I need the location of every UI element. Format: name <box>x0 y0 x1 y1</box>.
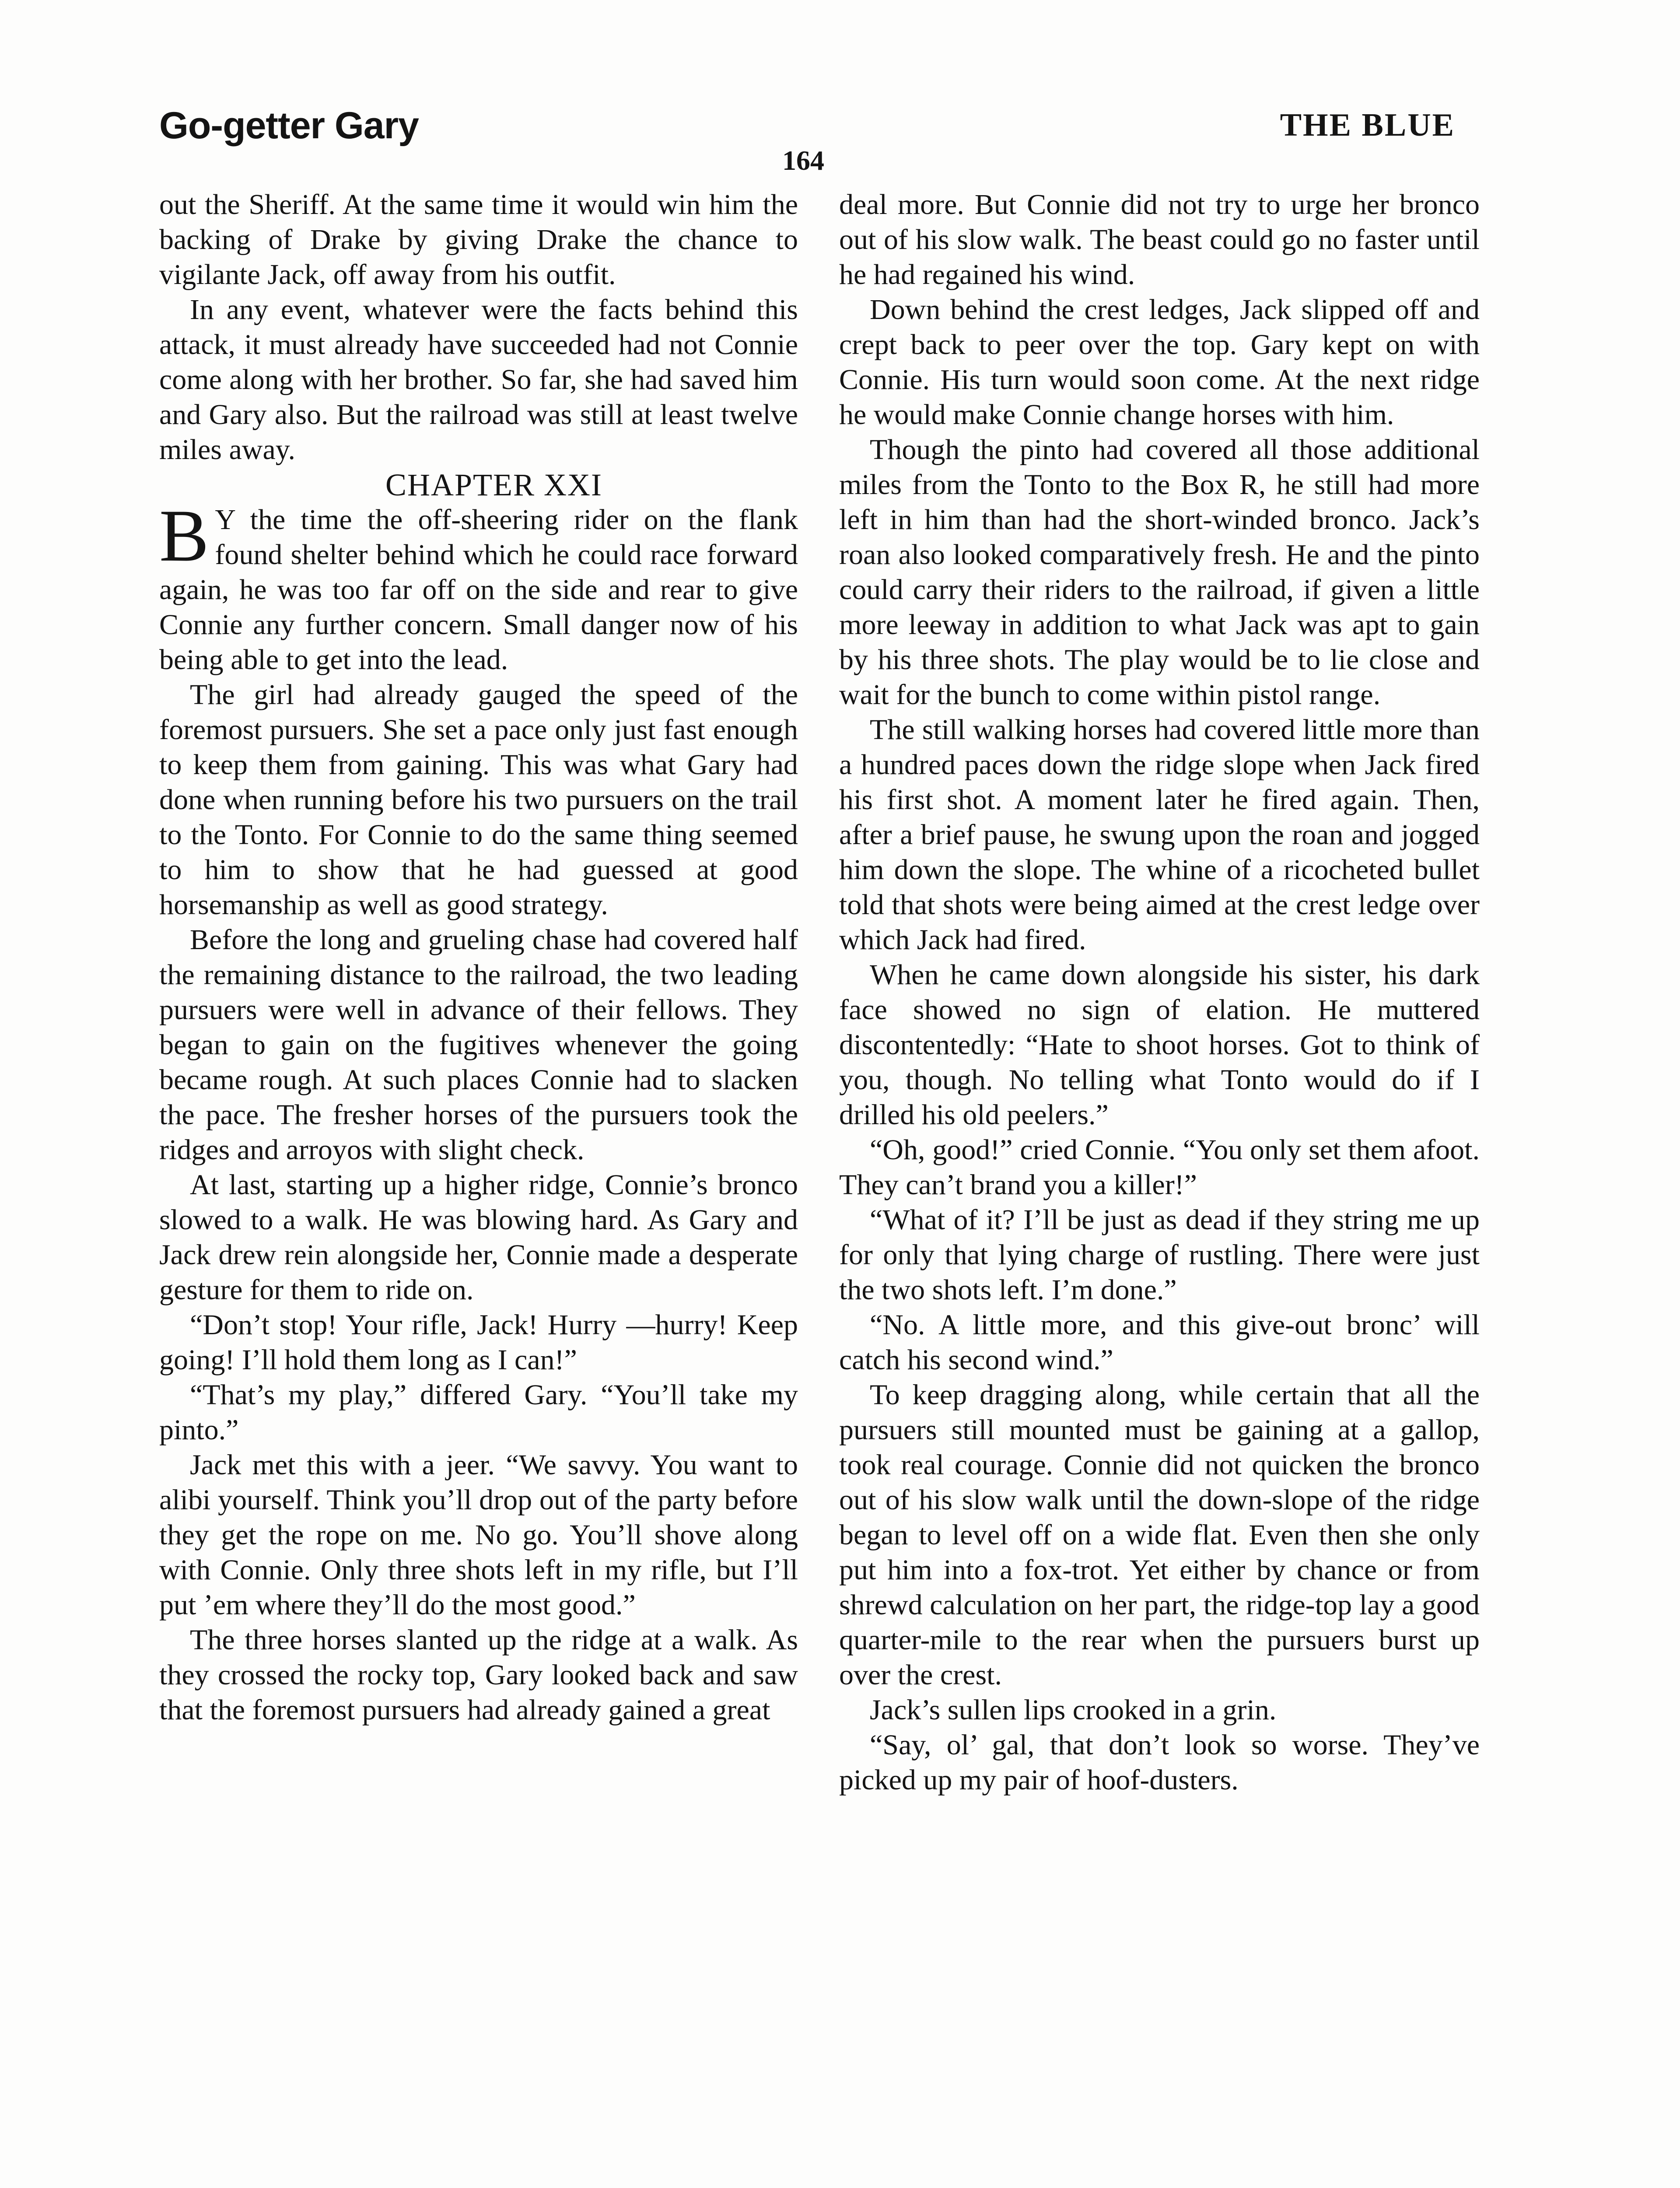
paragraph: “That’s my play,” differed Gary. “You’ll take my pinto.” <box>159 1379 798 1446</box>
right-column <box>839 187 1480 1798</box>
paragraph: deal more. But Connie did not try to urge her bronco out of his slow walk. The beast could go no faster until he had regained his wind. <box>839 189 1480 291</box>
story-title: Go-getter Gary <box>159 105 419 147</box>
paragraph: In any event, whatever were the facts behind this attack, it must already have succeeded had not Connie come along with her brother. So far, she had saved him and Gary also. But the railroad was still at least twelve miles away. <box>159 294 798 466</box>
paragraph: out the Sheriff. At the same time it would win him the backing of Drake by giving Drake the chance to vigilante Jack, off away from his outfit. <box>159 189 798 291</box>
left-column <box>159 187 798 1728</box>
magazine-name: THE BLUE <box>1280 107 1455 143</box>
paragraph-text: Y the time the off-sheering rider on the flank found shelter behind which he could race forward again, he was too far off on the side and rear to give Connie any further concern. Small danger now of his being able to get into the lead. <box>159 504 798 676</box>
paragraph: “What of it? I’ll be just as dead if they string me up for only that lying charge of rustling. There were just the two shots left. I’m done.” <box>839 1204 1480 1306</box>
paragraph: “Say, ol’ gal, that don’t look so worse. They’ve picked up my pair of hoof-dusters. <box>839 1729 1480 1796</box>
paragraph: At last, starting up a higher ridge, Connie’s bronco slowed to a walk. He was blowing hard. As Gary and Jack drew rein alongside her, Connie made a desperate gesture for them to ride on. <box>159 1169 798 1306</box>
drop-cap: B <box>159 494 209 577</box>
page-number: 164 <box>782 145 824 176</box>
paragraph: Jack met this with a jeer. “We savvy. You want to alibi yourself. Think you’ll drop out of the party before they get the rope on me. No go. You’ll shove along with Connie. Only three shots left in my rifle, but I’ll put ’em where they’ll do the most good.” <box>159 1449 798 1621</box>
paragraph: The still walking horses had covered little more than a hundred paces down the ridge slope when Jack fired his first shot. A moment later he fired again. Then, after a brief pause, he swung upon the roan and jogged him down the slope. The whine of a ricocheted bullet told that shots were being aimed at the crest ledge over which Jack had fired. <box>839 714 1480 956</box>
paragraph-dropcap <box>159 494 798 677</box>
paragraph: “Don’t stop! Your rifle, Jack! Hurry —hurry! Keep going! I’ll hold them long as I can!” <box>159 1309 798 1376</box>
paragraph: The three horses slanted up the ridge at a walk. As they crossed the rocky top, Gary looked back and saw that the foremost pursuers had already gained a great <box>159 1624 798 1726</box>
paragraph: Down behind the crest ledges, Jack slipped off and crept back to peer over the top. Gary kept on with Connie. His turn would soon come. At the next ridge he would make Connie change horses with him. <box>839 294 1480 431</box>
paragraph: Jack’s sullen lips crooked in a grin. <box>870 1694 1277 1726</box>
paragraph: “No. A little more, and this give-out bronc’ will catch his second wind.” <box>839 1309 1480 1376</box>
paragraph: Before the long and grueling chase had covered half the remaining distance to the railroad, the two leading pursuers were well in advance of their fellows. They began to gain on the fugitives whenever the going became rough. At such places Connie had to slacken the pace. The fresher horses of the pursuers took the ridges and arroyos with slight check. <box>159 924 798 1166</box>
paragraph: Though the pinto had covered all those additional miles from the Tonto to the Box R, he still had more left in him than had the short-winded bronco. Jack’s roan also looked comparatively fresh. He and the pinto could carry their riders to the railroad, if given a little more leeway in addition to what Jack was apt to gain by his three shots. The play would be to lie close and wait for the bunch to come within pistol range. <box>839 434 1480 711</box>
paragraph: To keep dragging along, while certain that all the pursuers still mounted must be gaining at a gallop, took real courage. Connie did not quicken the bronco out of his slow walk until the down-slope of the ridge began to level off on a wide flat. Even then she only put him into a fox-trot. Yet either by chance or from shrewd calculation on her part, the ridge-top lay a good quarter-mile to the rear when the pursuers burst up over the crest. <box>839 1379 1480 1691</box>
paragraph: The girl had already gauged the speed of the foremost pursuers. She set a pace only just fast enough to keep them from gaining. This was what Gary had done when running before his two pursuers on the trail to the Tonto. For Connie to do the same thing seemed to him to show that he had guessed at good horsemanship as well as good strategy. <box>159 679 798 921</box>
paragraph: “Oh, good!” cried Connie. “You only set them afoot. They can’t brand you a killer!” <box>839 1134 1480 1201</box>
paragraph: When he came down alongside his sister, his dark face showed no sign of elation. He muttered discontentedly: “Hate to shoot horses. Got to think of you, though. No telling what Tonto would do if I drilled his old peelers.” <box>839 959 1480 1131</box>
chapter-heading: CHAPTER XXI <box>385 467 602 502</box>
